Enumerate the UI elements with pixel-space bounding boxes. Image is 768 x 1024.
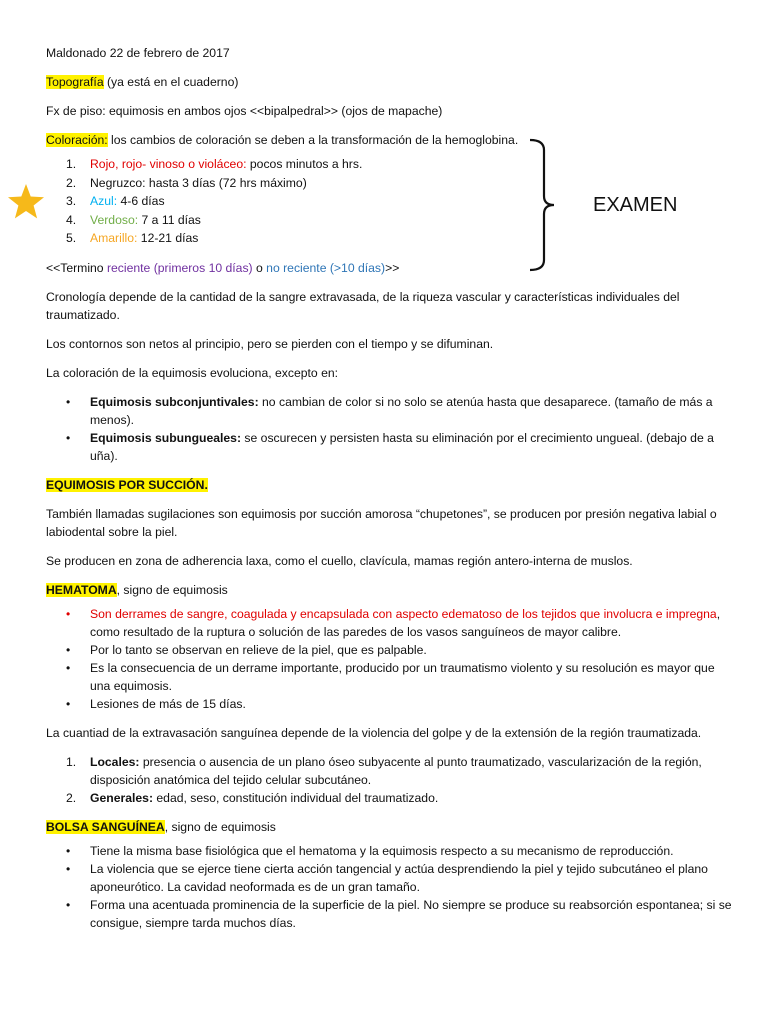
factores-list bbox=[46, 753, 736, 807]
color-item: 3. Azul: 4-6 días bbox=[66, 194, 165, 209]
color-item: 1. Rojo, rojo- vinoso o violáceo: pocos minutos a hrs. bbox=[66, 157, 363, 171]
list-item: 2. Generales: edad, seso, constitución individual del traumatizado. bbox=[66, 790, 439, 805]
succion-paragraph-1: También llamadas sugilaciones son equimosis por succión amorosa “chupetones”, se producen por presión negativa labial o labiodental sobre la piel. bbox=[46, 506, 717, 539]
list-item: • Lesiones de más de 15 días. bbox=[66, 696, 246, 711]
list-item: • Equimosis subconjuntivales: no cambian de color si no solo se atenúa hasta que desaparece. (tamaño de más a menos). bbox=[66, 394, 713, 427]
hematoma-heading: HEMATOMA, signo de equimosis bbox=[46, 582, 228, 597]
cuantia-paragraph: La cuantiad de la extravasación sanguínea depende de la violencia del golpe y de la extensión de la región traumatizada. bbox=[46, 725, 702, 740]
list-item: • La violencia que se ejerce tiene cierta acción tangencial y actúa desprendiendo la piel y tejido subcutáneo el plano aponeurótico. La cavidad neoformada es de un gran tamaño. bbox=[66, 861, 708, 894]
hematoma-list bbox=[46, 605, 736, 713]
color-name: Negruzco: bbox=[90, 175, 146, 190]
evoluciona-paragraph: La coloración de la equimosis evoluciona, excepto en: bbox=[46, 365, 339, 380]
topografia-rest: (ya está en el cuaderno) bbox=[103, 75, 239, 89]
coloracion-line bbox=[46, 131, 736, 149]
star-icon bbox=[6, 182, 46, 222]
color-list bbox=[46, 155, 736, 248]
document-page bbox=[46, 44, 736, 943]
topografia-label: Topografía bbox=[46, 75, 104, 89]
succion-paragraph-2: Se producen en zona de adherencia laxa, como el cuello, clavícula, mamas región antero-interna de muslos. bbox=[46, 553, 633, 568]
no-reciente-text: no reciente (>10 días) bbox=[266, 260, 386, 275]
bolsa-heading: BOLSA SANGUÍNEA, signo de equimosis bbox=[46, 819, 276, 834]
contornos-paragraph: Los contornos son netos al principio, pero se pierden con el tiempo y se difuminan. bbox=[46, 336, 494, 351]
reciente-text: reciente (primeros 10 días) bbox=[106, 260, 253, 275]
topografia-line bbox=[46, 73, 736, 91]
list-item: 1. Locales: presencia o ausencia de un plano óseo subyacente al punto traumatizado, vascularización de la región, disposición anatómica del tejido celular subcutáneo. bbox=[66, 754, 702, 787]
list-item: • Es la consecuencia de un derrame importante, producido por un traumatismo violento y su resolución es mayor que una equimosis. bbox=[66, 660, 715, 693]
termino-line: <<Termino reciente (primeros 10 días) o no reciente (>10 días)>> bbox=[46, 260, 400, 275]
color-name: Azul: bbox=[90, 194, 118, 209]
succion-heading: EQUIMOSIS POR SUCCIÓN. bbox=[46, 477, 208, 492]
list-item: • Forma una acentuada prominencia de la superficie de la piel. No siempre se produce su reabsorción espontanea; si se consigue, siempre tarda muchos días. bbox=[66, 897, 732, 930]
color-name: Rojo, rojo- vinoso o violáceo: bbox=[90, 157, 247, 171]
color-item: 2. Negruzco: hasta 3 días (72 hrs máximo) bbox=[66, 175, 307, 190]
list-item: • Tiene la misma base fisiológica que el hematoma y la equimosis respecto a su mecanismo de reproducción. bbox=[66, 843, 674, 858]
coloracion-rest: los cambios de coloración se deben a la transformación de la hemoglobina. bbox=[107, 133, 519, 147]
color-item: 5. Amarillo: 12-21 días bbox=[66, 231, 199, 246]
examen-label: EXAMEN bbox=[593, 194, 678, 216]
list-item: • Son derrames de sangre, coagulada y encapsulada con aspecto edematoso de los tejidos que involucra e impregna, como resultado de la ruptura o solución de las paredes de los vasos sanguíneos de mayor calibre. bbox=[66, 606, 721, 639]
fx-line: Fx de piso: equimosis en ambos ojos <<bipalpedral>> (ojos de mapache) bbox=[46, 104, 443, 118]
cronologia-paragraph: Cronología depende de la cantidad de la sangre extravasada, de la riqueza vascular y características individuales del traumatizado. bbox=[46, 289, 680, 322]
bolsa-list bbox=[46, 842, 736, 932]
color-name: Verdoso: bbox=[90, 212, 139, 227]
list-item: • Equimosis subungueales: se oscurecen y persisten hasta su eliminación por el crecimiento ungueal. (debajo de a uña). bbox=[66, 430, 714, 463]
excepciones-list bbox=[46, 393, 736, 465]
color-name: Amarillo: bbox=[90, 231, 138, 246]
list-item: • Por lo tanto se observan en relieve de la piel, que es palpable. bbox=[66, 642, 427, 657]
date-line: Maldonado 22 de febrero de 2017 bbox=[46, 46, 230, 60]
coloracion-label: Coloración: bbox=[46, 133, 108, 147]
color-item: 4. Verdoso: 7 a 11 días bbox=[66, 212, 201, 227]
